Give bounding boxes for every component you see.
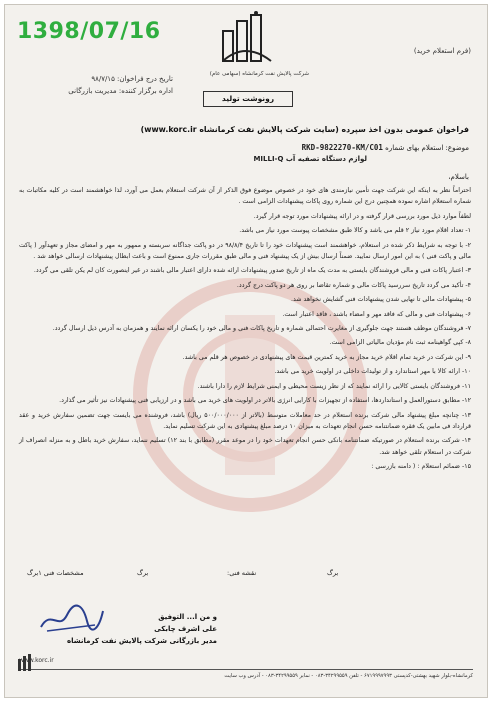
organizer-unit: اداره برگزار کننده: مدیریت بازرگانی: [68, 87, 173, 95]
paragraph: ۳- اعتبار پاکات فنی و مالی فروشندگان بایستی به مدت یک ماه از تاریخ صدور پیشنهادات ارائه شده دارای اعتبار مالی باشند در غیر اینصورت کان لم یکن تلقی می گردد.: [33, 267, 471, 275]
signer-title: مدیر بازرگانی شرکت پالایش نفت کرمانشاه: [67, 637, 217, 645]
announcement-date: تاریخ درج فراخوان: ۹۸/۷/۱۵: [91, 75, 173, 83]
inquiry-code: RKD-9822270-KM/C01: [301, 143, 383, 152]
paragraph: ۱۵- ضمائم استعلام : ( دامنه بازرسی :: [371, 463, 471, 471]
copy-box: رونوشت تولید: [203, 91, 293, 107]
footer-divider: [19, 669, 473, 670]
paragraph: ۲- با توجه به شرایط ذکر شده در استعلام، خواهشمند است پیشنهادات خود را تا تاریخ ۹۸/۸/۴ در دو پاکت جداگانه سربسته و ممهور به مهر و امضای مجاز و تعهدآور ( پاکت مالی و پاکت فنی ) به این امور ارسال نمایید. ضمناً ارسال بیش از یک پیشنهاد فنی و مالی طبق مقررات جاری ممنوع است و باعث ابطال پیشنهادات ارسالی خواهد شد .: [19, 241, 471, 261]
footer: [19, 657, 473, 679]
paragraph: لطفاً موارد ذیل مورد بررسی قرار گرفته و در ارائه پیشنهادات مورد توجه قرار گیرد.: [253, 212, 471, 220]
footer-address: کرمانشاه-بلوار شهید بهشتی-کدپستی ۶۷۱۹۹۹۷۹۹۳ - تلفن ۳۴۲۹۹۵۵۹-۰۸۳ - نمابر ۳۴۲۹۹۵۵۹-۰۸۳ - آدرس وب سایت: [224, 673, 473, 679]
attachment-spec: مشخصات فنی ۱برگ: [27, 569, 84, 577]
signer-name: علی اشرف چابکی: [154, 625, 217, 633]
paragraph: ۵- پیشنهادات مالی تا نهایی شدن پیشنهادات فنی گشایش نخواهد شد.: [290, 296, 471, 304]
paragraph: ۱۰- ارائه کالا با مهر استاندارد و از تولیدات داخلی در اولویت خرید می باشد.: [274, 368, 471, 376]
body-text: [19, 185, 471, 476]
attachment-leaf: برگ: [137, 569, 149, 577]
attachment-leaf-2: برگ: [327, 569, 339, 577]
paragraph: ۸- کپی گواهینامه ثبت نام مؤدیان مالیاتی الزامی است.: [329, 339, 471, 347]
paragraph: ۶- پیشنهادات فنی و مالی که فاقد مهر و امضاء باشند ، فاقد اعتبار است.: [282, 310, 471, 318]
paragraph: ۱۳- چنانچه مبلغ پیشنهاد مالی شرکت برنده استعلام در حد معاملات متوسط (بالاتر از ۵۰۰/۰۰۰/۰۰۰ ریال) باشد، فروشنده می بایست جهت تضمین سفارش خرید و عقد قرارداد فی مابین یک فقره ضمانتنامه حسن انجام تعهدات به میزان ۱۰ درصد مبلغ پیشنهادی به این شرکت تسلیم نماید.: [19, 411, 471, 430]
paragraph: ۱۱- فروشندگان بایستی کالایی را ارائه نمایند که از نظر زیست محیطی و ایمنی شرایط لازم را دارا باشند.: [197, 382, 471, 390]
attachment-map: نقشه فنی:: [227, 569, 257, 577]
paragraph: ۴- تأکید می گردد تاریخ سررسید پاکات مالی و شماره تقاضا بر روی هر دو پاکت درج گردد.: [236, 281, 471, 289]
footer-website: www.korc.ir: [19, 657, 54, 664]
attachments-row: [27, 569, 475, 587]
paragraph: ۱۲- مطابق دستورالعمل و استانداردها، استفاده از تجهیزات با کارایی انرژی بالاتر در اولویت های خرید می باشد و در ارزیابی فنی پیشنهادات نیز تأثیر می گذارد.: [59, 397, 471, 405]
document-page: [4, 4, 488, 698]
company-name: شرکت پالایش نفت کرمانشاه (سهامی عام): [209, 71, 309, 77]
form-label: (فرم استعلام خرید): [413, 47, 471, 55]
paragraph: ۱- تعداد اقلام مورد نیاز ۲ قلم می باشد و کالا طبق مشخصات پیوست مورد نیاز می باشد.: [239, 227, 471, 235]
date-stamp: 1398/07/16: [17, 19, 161, 44]
paragraph: احتراماً نظر به اینکه این شرکت جهت تأمین نیازمندی های خود در خصوص موضوع فوق الذکر از آن شرکت استعلام بعمل می آورد، لذا خواهشمند است در کلیه مکاتبات به شماره استعلام اشاره نموده همچنین درج این شماره روی پاکات پیشنهادات الزامی است .: [19, 187, 471, 206]
salutation: باسلام،: [448, 173, 469, 181]
page-title: فراخوان عمومی بدون اخذ سپرده (سایت شرکت پالایش نفت کرمانشاه www.korc.ir): [140, 125, 469, 134]
paragraph: ۷- فروشندگان موظف هستند جهت جلوگیری از مغایرت احتمالی شماره و تاریخ پاکات فنی و مالی خود را یکسان ارائه نمایند و همزمان به آدرس ذیل ارسال گردد.: [52, 325, 471, 333]
subject-prefix: موضوع: استعلام بهای شماره: [385, 144, 469, 152]
paragraph: ۹- این شرکت در خرید تمام اقلام خرید مجاز به خرید کمترین قیمت های پیشنهادی در خصوص هر قلم می باشد.: [182, 353, 471, 361]
company-logo-icon: [215, 11, 279, 65]
subject-line: [21, 143, 469, 152]
paragraph: ۱۴- شرکت برنده استعلام در صورتیکه ضمانتنامه بانکی حسن انجام تعهدات خود را در موعد مقرر (مطابق با بند ۱۲) تسلیم ننماید، سفارش خرید باطل و به منزله انصراف از شرکت در استعلام تلقی خواهد شد.: [19, 437, 471, 456]
signature-icon: [37, 601, 107, 635]
subject-item: لوازم دستگاه تصفیه آب MILLI-Q: [253, 155, 367, 163]
closing-phrase: و من ا... التوفیق: [158, 613, 217, 621]
